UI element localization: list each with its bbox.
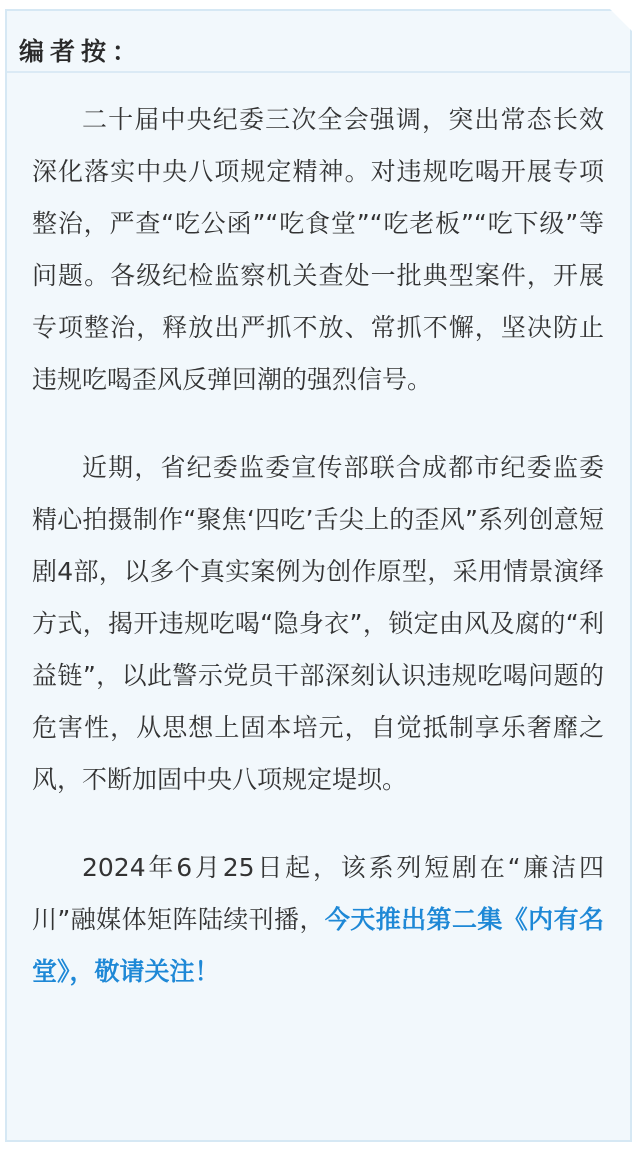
editor-note-heading: 编者按： bbox=[19, 37, 144, 66]
heading-divider bbox=[7, 71, 630, 73]
folded-corner-decoration bbox=[610, 9, 632, 31]
episode-highlight: 今天推出第二集《内有名堂》，敬请关注！ bbox=[32, 905, 604, 986]
editor-note-body bbox=[32, 94, 604, 998]
paragraph-2: 近期，省纪委监委宣传部联合成都市纪委监委精心拍摄制作“聚焦‘四吃’舌尖上的歪风”系列创意短剧4部，以多个真实案例为创作原型，采用情景演绎方式，揭开违规吃喝“隐身衣”，锁定由风及腐的“利益链”，以此警示党员干部深刻认识违规吃喝问题的危害性，从思想上固本培元，自觉抵制享乐奢靡之风，不断加固中央八项规定堤坝。 bbox=[32, 453, 604, 794]
paragraph-1: 二十届中央纪委三次全会强调，突出常态长效深化落实中央八项规定精神。对违规吃喝开展专项整治，严查“吃公函”“吃食堂”“吃老板”“吃下级”等问题。各级纪检监察机关查处一批典型案件，开展专项整治，释放出严抓不放、常抓不懈，坚决防止违规吃喝歪风反弹回潮的强烈信号。 bbox=[32, 105, 604, 394]
paragraph-3-text: 2024年6月25日起，该系列短剧在“廉洁四川”融媒体矩阵陆续刊播， bbox=[32, 853, 604, 934]
paragraph-3 bbox=[32, 842, 604, 998]
